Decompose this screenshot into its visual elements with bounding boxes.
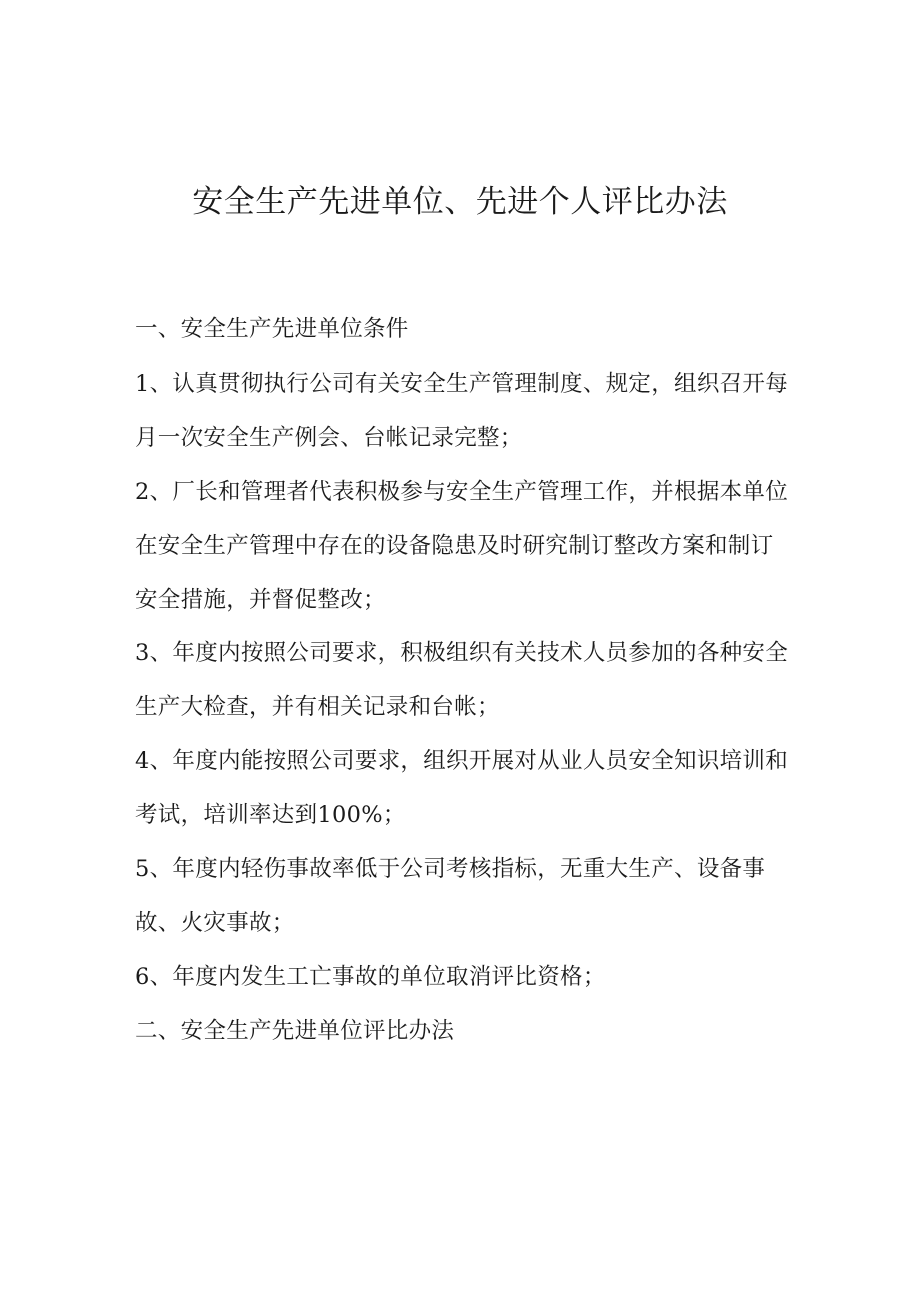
condition-item-5: 5、年度内轻伤事故率低于公司考核指标，无重大生产、设备事故、火灾事故；	[135, 856, 766, 936]
document-title: 安全生产先进单位、先进个人评比办法	[192, 184, 728, 220]
condition-item-4: 4、年度内能按照公司要求，组织开展对从业人员安全知识培训和考试，培训率达到100%；	[135, 748, 789, 828]
condition-item-1: 1、认真贯彻执行公司有关安全生产管理制度、规定，组织召开每月一次安全生产例会、台帐记录完整；	[135, 371, 789, 451]
section-heading-advanced-unit-conditions: 一、安全生产先进单位条件	[135, 316, 409, 342]
condition-item-6: 6、年度内发生工亡事故的单位取消评比资格；	[135, 964, 606, 990]
condition-item-2: 2、厂长和管理者代表积极参与安全生产管理工作，并根据本单位在安全生产管理中存在的设备隐患及时研究制订整改方案和制订安全措施，并督促整改；	[135, 479, 789, 613]
section-heading-evaluation-method: 二、安全生产先进单位评比办法	[135, 1018, 455, 1044]
condition-item-3: 3、年度内按照公司要求，积极组织有关技术人员参加的各种安全生产大检查，并有相关记录和台帐；	[135, 640, 789, 720]
